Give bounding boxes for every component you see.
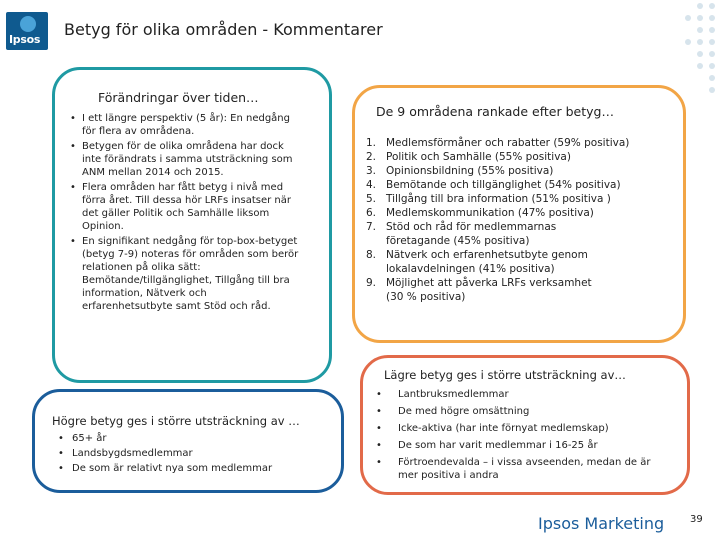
list-item: • De som är relativt nya som medlemmar bbox=[58, 463, 273, 474]
logo-text: Ipsos bbox=[9, 33, 41, 46]
list-item: • Flera områden har fått betyg i nivå med förra året. Till dessa hör LRFs insatser när det gäller Politik och Samhälle liksom Opinion. bbox=[70, 182, 291, 232]
ranking-list bbox=[366, 136, 666, 304]
page-title: Betyg för olika områden - Kommentarer bbox=[64, 20, 383, 39]
changes-heading: Förändringar över tiden… bbox=[98, 90, 259, 105]
higher-ratings-heading: Högre betyg ges i större utsträckning av … bbox=[48, 414, 304, 428]
list-item: 3. Opinionsbildning (55% positiva) bbox=[366, 165, 554, 177]
list-item: 2. Politik och Samhälle (55% positiva) bbox=[366, 151, 571, 163]
list-item: • I ett längre perspektiv (5 år): En nedgång för flera av områdena. bbox=[70, 113, 290, 137]
list-item: • Lantbruksmedlemmar bbox=[376, 389, 509, 400]
list-item: • 65+ år bbox=[58, 433, 107, 444]
list-item: • De med högre omsättning bbox=[376, 406, 530, 417]
list-item: • Förtroendevalda – i vissa avseenden, medan de är mer positiva i andra bbox=[376, 457, 651, 481]
lower-ratings-heading: Lägre betyg ges i större utsträckning av… bbox=[380, 368, 630, 382]
logo-mark-icon bbox=[20, 16, 36, 32]
higher-ratings-list bbox=[58, 432, 328, 475]
list-item: 1. Medlemsförmåner och rabatter (59% positiva) bbox=[366, 137, 630, 149]
ranking-heading: De 9 områdena rankade efter betyg… bbox=[376, 104, 614, 119]
list-item: 5. Tillgång till bra information (51% positiva ) bbox=[366, 193, 611, 205]
lower-ratings-list bbox=[376, 388, 666, 482]
list-item: 7. Stöd och råd för medlemmarnas företagande (45% positiva) bbox=[366, 221, 557, 247]
page-number: 39 bbox=[690, 514, 703, 525]
changes-list bbox=[70, 112, 300, 313]
ipsos-logo bbox=[6, 12, 48, 50]
list-item: • Betygen för de olika områdena har dock inte förändrats i samma utsträckning som ANM mellan 2014 och 2015. bbox=[70, 141, 293, 178]
list-item: • Icke-aktiva (har inte förnyat medlemskap) bbox=[376, 423, 609, 434]
list-item: 8. Nätverk och erfarenhetsutbyte genom lokalavdelningen (41% positiva) bbox=[366, 249, 588, 275]
list-item: • De som har varit medlemmar i 16-25 år bbox=[376, 440, 598, 451]
list-item: • En signifikant nedgång för top-box-betyget (betyg 7-9) noteras för områden som berör relationen på olika sätt: Bemötande/tillgänglighet, Tillgång till bra information, Nätverk och erfarenhetsutbyte samt Stöd och råd. bbox=[70, 236, 299, 312]
list-item: 4. Bemötande och tillgänglighet (54% positiva) bbox=[366, 179, 621, 191]
list-item: • Landsbygdsmedlemmar bbox=[58, 448, 193, 459]
list-item: 9. Möjlighet att påverka LRFs verksamhet (30 % positiva) bbox=[366, 277, 592, 303]
brand-footer: Ipsos Marketing bbox=[538, 514, 665, 533]
list-item: 6. Medlemskommunikation (47% positiva) bbox=[366, 207, 594, 219]
